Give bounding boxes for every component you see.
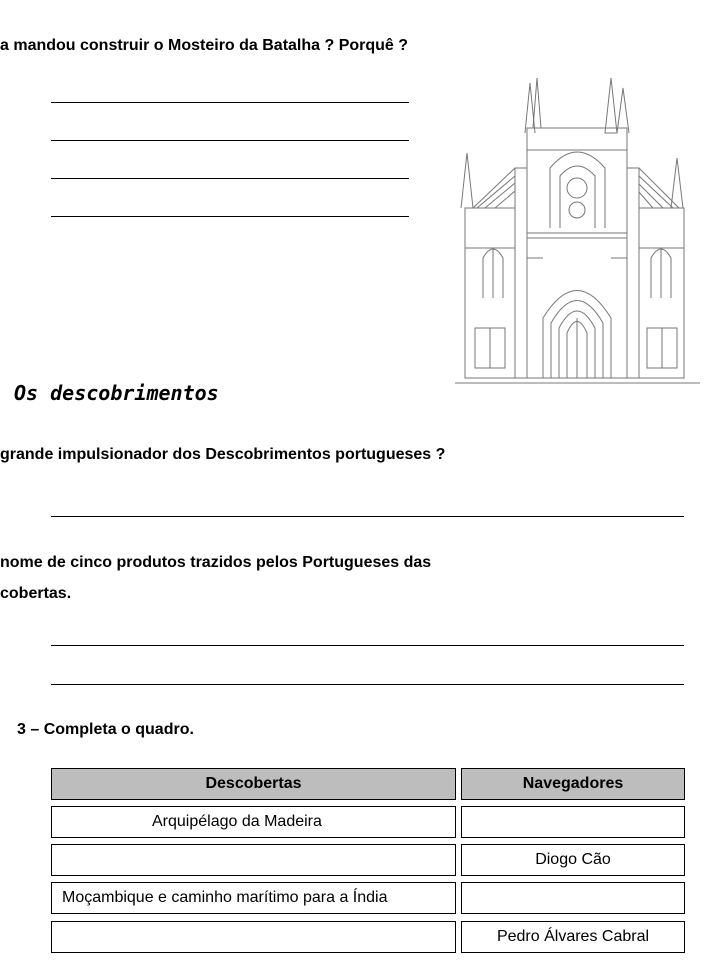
answer-line[interactable] — [51, 516, 684, 517]
question-1-text: a mandou construir o Mosteiro da Batalha ? Porquê ? — [0, 37, 409, 54]
answer-line[interactable] — [51, 216, 409, 217]
table-cell-descoberta[interactable] — [51, 921, 456, 953]
table-cell-descoberta[interactable]: Arquipélago da Madeira — [51, 806, 456, 838]
answer-line[interactable] — [51, 645, 684, 646]
answer-line[interactable] — [51, 178, 409, 179]
table-header-navegadores: Navegadores — [461, 768, 685, 800]
table-cell-navegador[interactable] — [461, 882, 685, 914]
question-3-text-cont: cobertas. — [0, 585, 72, 602]
question-2-text: grande impulsionador dos Descobrimentos portugueses ? — [0, 446, 446, 463]
table-cell-descoberta[interactable]: Moçambique e caminho marítimo para a Índia — [51, 882, 456, 914]
question-4-text: 3 – Completa o quadro. — [17, 721, 194, 738]
table-cell-navegador[interactable] — [461, 806, 685, 838]
section-title: Os descobrimentos — [14, 381, 219, 405]
table-cell-navegador[interactable]: Diogo Cão — [461, 844, 685, 876]
table-cell-descoberta[interactable] — [51, 844, 456, 876]
answer-line[interactable] — [51, 102, 409, 103]
question-3-text: nome de cinco produtos trazidos pelos Portugueses das — [0, 554, 432, 571]
monastery-drawing-icon — [455, 58, 700, 390]
table-header-descobertas: Descobertas — [51, 768, 456, 800]
answer-line[interactable] — [51, 684, 684, 685]
table-cell-navegador[interactable]: Pedro Álvares Cabral — [461, 921, 685, 953]
answer-line[interactable] — [51, 140, 409, 141]
